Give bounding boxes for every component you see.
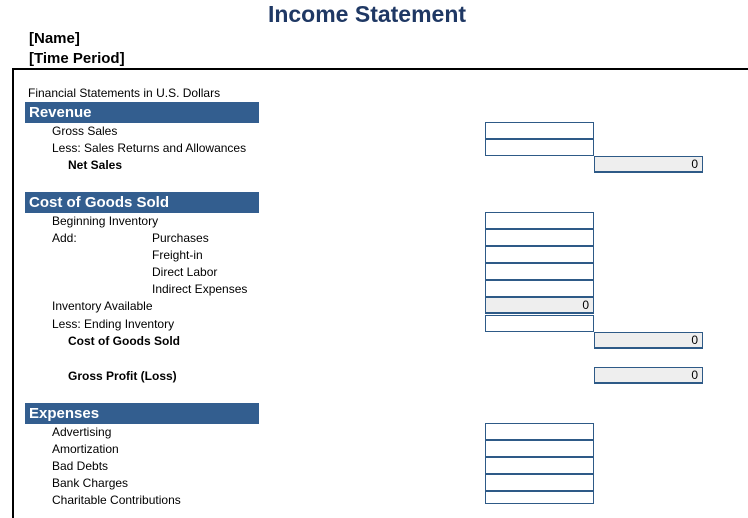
net-sales-label: Net Sales <box>68 158 123 172</box>
net-sales-total[interactable]: 0 <box>594 156 703 173</box>
expenses-header: Expenses <box>25 403 259 424</box>
expense-input-charitable-contributions[interactable] <box>485 491 594 504</box>
currency-note: Financial Statements in U.S. Dollars <box>28 86 221 100</box>
returns-label: Less: Sales Returns and Allowances <box>52 141 247 155</box>
revenue-header: Revenue <box>25 102 259 123</box>
period-placeholder[interactable]: [Time Period] <box>29 50 125 67</box>
freight-in-input[interactable] <box>485 246 594 263</box>
cogs-header: Cost of Goods Sold <box>25 192 259 213</box>
ending-inventory-label: Less: Ending Inventory <box>52 317 175 331</box>
direct-labor-input[interactable] <box>485 263 594 280</box>
beginning-inventory-label: Beginning Inventory <box>52 214 159 228</box>
add-label: Add: <box>52 231 77 245</box>
name-placeholder[interactable]: [Name] <box>29 30 80 47</box>
expense-input-bad-debts[interactable] <box>485 457 594 474</box>
inventory-available-total[interactable]: 0 <box>485 297 594 314</box>
expense-label-charitable-contributions: Charitable Contributions <box>52 493 181 507</box>
indirect-expenses-label: Indirect Expenses <box>152 282 248 296</box>
gross-sales-label: Gross Sales <box>52 124 118 138</box>
expense-label-amortization: Amortization <box>52 442 119 456</box>
direct-labor-label: Direct Labor <box>152 265 218 279</box>
returns-input[interactable] <box>485 139 594 156</box>
gross-profit-label: Gross Profit (Loss) <box>68 369 177 383</box>
statement-frame <box>12 68 748 518</box>
gross-sales-input[interactable] <box>485 122 594 139</box>
purchases-label: Purchases <box>152 231 209 245</box>
freight-in-label: Freight-in <box>152 248 203 262</box>
ending-inventory-input[interactable] <box>485 315 594 332</box>
indirect-expenses-input[interactable] <box>485 280 594 297</box>
page-title: Income Statement <box>267 1 467 27</box>
expense-label-bank-charges: Bank Charges <box>52 476 129 490</box>
expense-label-bad-debts: Bad Debts <box>52 459 109 473</box>
cogs-total[interactable]: 0 <box>594 332 703 349</box>
gross-profit-total[interactable]: 0 <box>594 367 703 384</box>
purchases-input[interactable] <box>485 229 594 246</box>
cogs-total-label: Cost of Goods Sold <box>68 334 180 348</box>
expense-input-advertising[interactable] <box>485 423 594 440</box>
expense-input-bank-charges[interactable] <box>485 474 594 491</box>
beginning-inventory-input[interactable] <box>485 212 594 229</box>
expense-input-amortization[interactable] <box>485 440 594 457</box>
inventory-available-label: Inventory Available <box>52 299 153 313</box>
expense-label-advertising: Advertising <box>52 425 112 439</box>
